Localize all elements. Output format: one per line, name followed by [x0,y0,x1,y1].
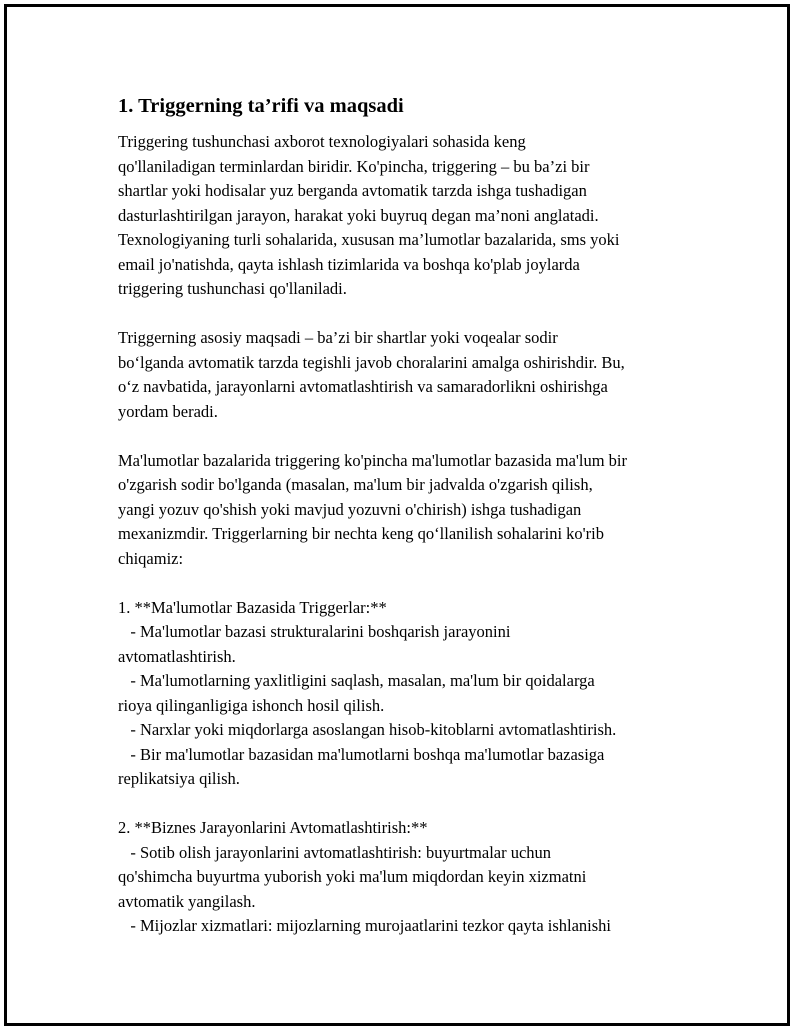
text-line: Triggering tushunchasi axborot texnologiyalari sohasida keng [118,132,526,151]
list-database-triggers [118,596,698,792]
text-line: o'zgarish sodir bo'lganda (masalan, ma'lum bir jadvalda o'zgarish qilish, [118,475,593,494]
paragraph-gap [118,302,698,327]
list-business-automation [118,816,698,939]
list-item: - Ma'lumotlarning yaxlitligini saqlash, masalan, ma'lum bir qoidalarga [118,671,595,690]
paragraph-definition [118,130,698,302]
text-line: bo‘lganda avtomatik tarzda tegishli javob choralarini amalga oshirishdir. Bu, [118,352,625,372]
text-line: Texnologiyaning turli sohalarida, xususan ma’lumotlar bazalarida, sms yoki [118,230,620,249]
text-line: Ma'lumotlar bazalarida triggering ko'pincha ma'lumotlar bazasida ma'lum bir [118,450,628,470]
text-line: Triggerning asosiy maqsadi – ba’zi bir shartlar yoki voqealar sodir [118,328,558,347]
paragraph-purpose [118,326,698,424]
text-line: qo'llaniladigan terminlardan biridir. Ko'pincha, triggering – bu ba’zi bir [118,156,590,176]
document-body [118,92,698,939]
paragraph-gap [118,424,698,449]
list-heading: 2. **Biznes Jarayonlarini Avtomatlashtirish:** [118,818,428,837]
paragraph-gap [118,571,698,596]
paragraph-gap [118,792,698,817]
list-item: - Narxlar yoki miqdorlarga asoslangan hisob-kitoblarni avtomatlashtirish. [118,720,617,739]
list-item-continuation: avtomatlashtirish. [118,646,236,666]
list-item: - Sotib olish jarayonlarini avtomatlashtirish: buyurtmalar uchun [118,842,552,862]
list-item-continuation: rioya qilinganligiga ishonch hosil qilish. [118,695,385,715]
list-item: - Bir ma'lumotlar bazasidan ma'lumotlarni boshqa ma'lumotlar bazasiga [118,744,605,764]
text-line: shartlar yoki hodisalar yuz berganda avtomatik tarzda ishga tushadigan [118,181,587,200]
list-item-continuation: replikatsiya qilish. [118,769,240,788]
list-item-continuation: avtomatik yangilash. [118,891,256,911]
text-line: chiqamiz: [118,548,184,568]
list-item-continuation: qo'shimcha buyurtma yuborish yoki ma'lum miqdordan keyin xizmatni [118,867,587,886]
text-line: yordam beradi. [118,401,218,421]
list-item: - Ma'lumotlar bazasi strukturalarini boshqarish jarayonini [118,622,511,641]
text-line: dasturlashtirilgan jarayon, harakat yoki buyruq degan ma’noni anglatadi. [118,205,599,225]
paragraph-databases [118,449,698,572]
text-line: yangi yozuv qo'shish yoki mavjud yozuvni o'chirish) ishga tushadigan [118,499,582,519]
text-line: mexanizmdir. Triggerlarning bir nechta keng qo‘llanilish sohalarini ko'rib [118,524,604,543]
text-line: email jo'natishda, qayta ishlash tizimlarida va boshqa ko'plab joylarda [118,254,580,274]
list-heading: 1. **Ma'lumotlar Bazasida Triggerlar:** [118,597,387,617]
text-line: triggering tushunchasi qo'llaniladi. [118,279,347,298]
list-item: - Mijozlar xizmatlari: mijozlarning murojaatlarini tezkor qayta ishlanishi [118,916,612,935]
section-heading: 1. Triggerning ta’rifi va maqsadi [118,95,404,117]
text-line: o‘z navbatida, jarayonlarni avtomatlashtirish va samaradorlikni oshirishga [118,377,608,396]
